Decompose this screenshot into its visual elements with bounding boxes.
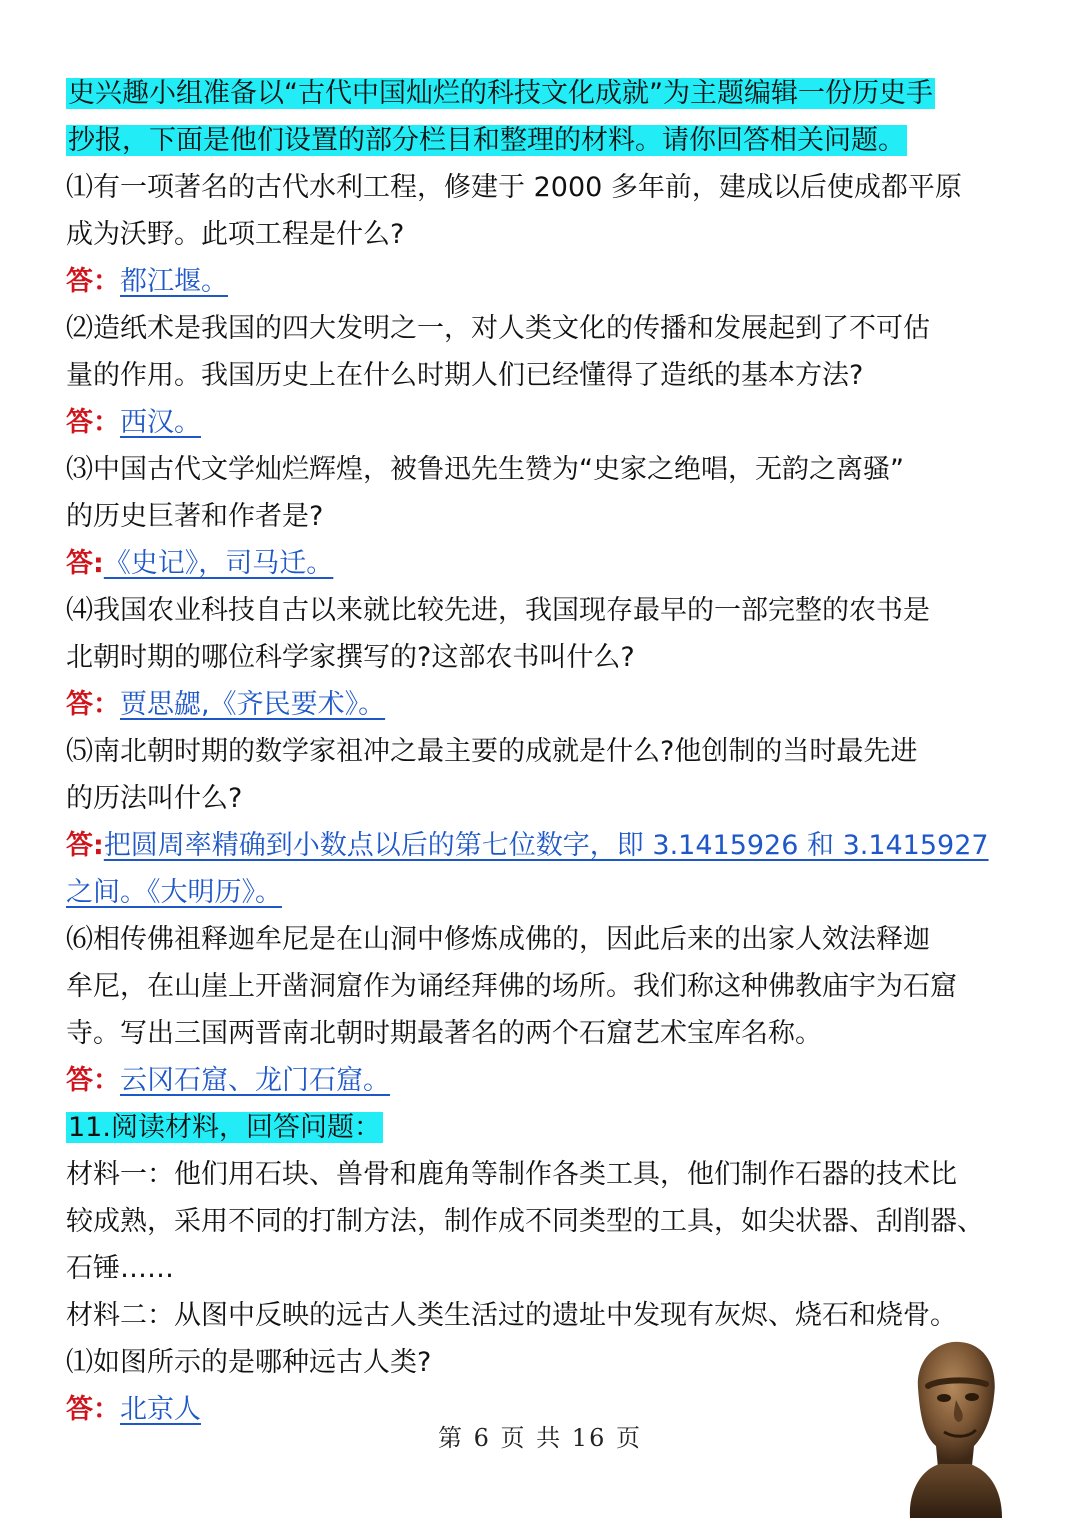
q6-line-2: 牟尼，在山崖上开凿洞窟作为诵经拜佛的场所。我们称这种佛教庙宇为石窟 (66, 971, 957, 1002)
q5-answer-1 (66, 822, 1016, 869)
q1-line-1: ⑴有一项著名的古代水利工程，修建于 2000 多年前，建成以后使成都平原 (66, 172, 962, 203)
q2-line-1: ⑵造纸术是我国的四大发明之一，对人类文化的传播和发展起到了不可估 (66, 313, 930, 344)
q11-sub1-answer-text: 北京人 (120, 1394, 201, 1425)
q1-answer-text: 都江堰。 (120, 266, 228, 297)
q11-heading-line (66, 1104, 1016, 1151)
q11-material1-line-3: 石锤…… (66, 1253, 174, 1284)
q5-answer-text-2: 之间。《大明历》。 (66, 877, 282, 908)
q5-line-1: ⑸南北朝时期的数学家祖冲之最主要的成就是什么?他创制的当时最先进 (66, 736, 918, 767)
q1-answer (66, 258, 1016, 305)
q5-answer-2 (66, 869, 1016, 916)
answer-label: 答: (66, 548, 104, 579)
q1-line-2: 成为沃野。此项工程是什么? (66, 219, 405, 250)
q6-answer-text: 云冈石窟、龙门石窟。 (120, 1065, 390, 1096)
intro-highlight-2: 抄报，下面是他们设置的部分栏目和整理的材料。请你回答相关问题。 (68, 125, 905, 156)
answer-label: 答： (66, 266, 120, 297)
document-body (66, 70, 1016, 1433)
answer-label: 答： (66, 1065, 120, 1096)
answer-label: 答: (66, 830, 104, 861)
q11-sub1-question: ⑴如图所示的是哪种远古人类? (66, 1347, 432, 1378)
q4-answer-text: 贾思勰,《齐民要术》。 (120, 689, 386, 720)
answer-label: 答： (66, 407, 120, 438)
intro-highlight-1: 史兴趣小组准备以“古代中国灿烂的科技文化成就”为主题编辑一份历史手 (68, 78, 933, 109)
q2-answer-text: 西汉。 (120, 407, 201, 438)
q6-answer (66, 1057, 1016, 1104)
answer-label: 答： (66, 1394, 120, 1425)
q6-line-1: ⑹相传佛祖释迦牟尼是在山洞中修炼成佛的，因此后来的出家人效法释迦 (66, 924, 930, 955)
answer-label: 答： (66, 689, 120, 720)
q4-line-1: ⑷我国农业科技自古以来就比较先进，我国现存最早的一部完整的农书是 (66, 595, 930, 626)
intro-line-2 (66, 117, 1016, 164)
q11-material2-line-1: 材料二：从图中反映的远古人类生活过的遗址中发现有灰烬、烧石和烧骨。 (66, 1300, 957, 1331)
q3-answer (66, 540, 1016, 587)
q3-line-1: ⑶中国古代文学灿烂辉煌，被鲁迅先生赞为“史家之绝唱，无韵之离骚” (66, 454, 904, 485)
q4-answer (66, 681, 1016, 728)
q5-line-2: 的历法叫什么? (66, 783, 243, 814)
q4-line-2: 北朝时期的哪位科学家撰写的?这部农书叫什么? (66, 642, 635, 673)
q3-line-2: 的历史巨著和作者是? (66, 501, 324, 532)
q11-material1-line-1: 材料一：他们用石块、兽骨和鹿角等制作各类工具，他们制作石器的技术比 (66, 1159, 957, 1190)
q6-line-3: 寺。写出三国两晋南北朝时期最著名的两个石窟艺术宝库名称。 (66, 1018, 822, 1049)
q2-line-2: 量的作用。我国历史上在什么时期人们已经懂得了造纸的基本方法? (66, 360, 864, 391)
q3-answer-text: 《史记》，司马迁。 (103, 548, 334, 579)
page-footer: 第 6 页 共 16 页 (438, 1424, 642, 1452)
q11-material1-line-2: 较成熟，采用不同的打制方法，制作成不同类型的工具，如尖状器、刮削器、 (66, 1206, 984, 1237)
q5-answer-text-1: 把圆周率精确到小数点以后的第七位数字，即 3.1415926 和 3.1415927 (103, 830, 989, 861)
q2-answer (66, 399, 1016, 446)
q11-heading: 11.阅读材料，回答问题： (68, 1112, 381, 1143)
intro-line-1 (66, 70, 1016, 117)
